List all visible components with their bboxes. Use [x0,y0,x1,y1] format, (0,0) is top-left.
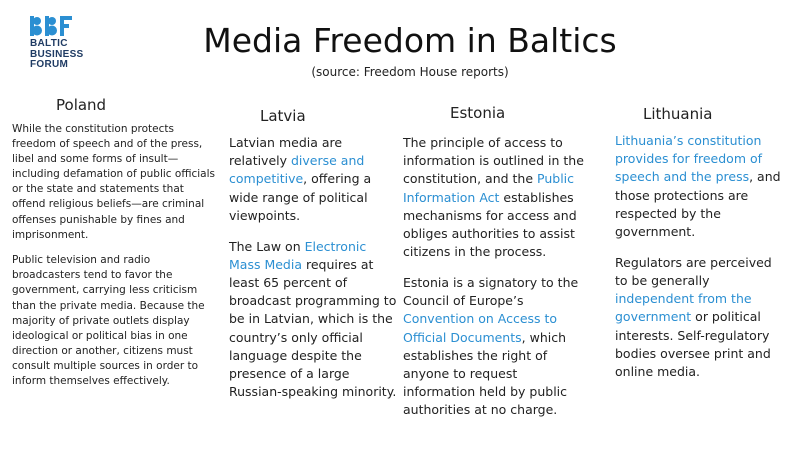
heading-latvia: Latvia [260,107,306,125]
lithuania-paragraph-1: Lithuania’s constitution provides for freedom of speech and the press, and those protections are respected by the government. [615,133,781,240]
latvia-column [229,134,397,401]
heading-poland: Poland [56,96,107,114]
highlight-diverse-competitive: diverse and competitive [229,153,365,187]
page-subtitle: (source: Freedom House reports) [311,65,509,79]
heading-lithuania: Lithuania [643,105,713,123]
latvia-paragraph-1: Latvian media are relatively diverse and competitive, offering a wide range of political viewpoints. [229,135,372,223]
highlight-electronic-mass-media: Electronic Mass Media [229,238,367,272]
estonia-paragraph-1: The principle of access to information is outlined in the constitution, and the Public Information Act establishes mechanisms for access and obliges authorities to assist citizens in the process. [403,135,584,260]
poland-paragraph-1: While the constitution protects freedom of speech and of the press, libel and some forms of insult—including defamation of public officials or the state and statements that offend religious beliefs—are criminal offenses punishable by fines and imprisonment. [12,123,216,241]
poland-column [12,122,220,389]
highlight-constitution-freedom: Lithuania’s constitution provides for freedom of speech and the press [615,133,763,185]
estonia-column [403,134,593,420]
latvia-paragraph-2: The Law on Electronic Mass Media requires at least 65 percent of broadcast programming to be in Latvian, which is the country’s only official language despite the presence of a large Russian-speaking minority. [229,238,397,400]
highlight-convention-access: Convention on Access to Official Documents [403,311,558,345]
logo-wordmark: BALTIC BUSINESS FORUM [30,38,84,70]
highlight-independent-government: independent from the government [615,291,752,325]
lithuania-paragraph-2: Regulators are perceived to be generally independent from the government or political interests. Self-regulatory bodies oversee print and online media. [615,254,772,379]
highlight-public-information-act: Public Information Act [403,171,575,205]
lithuania-column [615,132,785,381]
page-title: Media Freedom in Baltics [203,21,617,60]
heading-estonia: Estonia [450,104,506,122]
poland-paragraph-2: Public television and radio broadcasters tend to favor the government, carrying less criticism than the private media. Because the majority of private outlets display ideological or political bias in one direction or another, citizens must consult multiple sources in order to inform themselves effectively. [12,254,205,387]
estonia-paragraph-2: Estonia is a signatory to the Council of Europe’s Convention on Access to Official Documents, which establishes the right of anyone to request information held by public authorities at no charge. [403,274,579,418]
